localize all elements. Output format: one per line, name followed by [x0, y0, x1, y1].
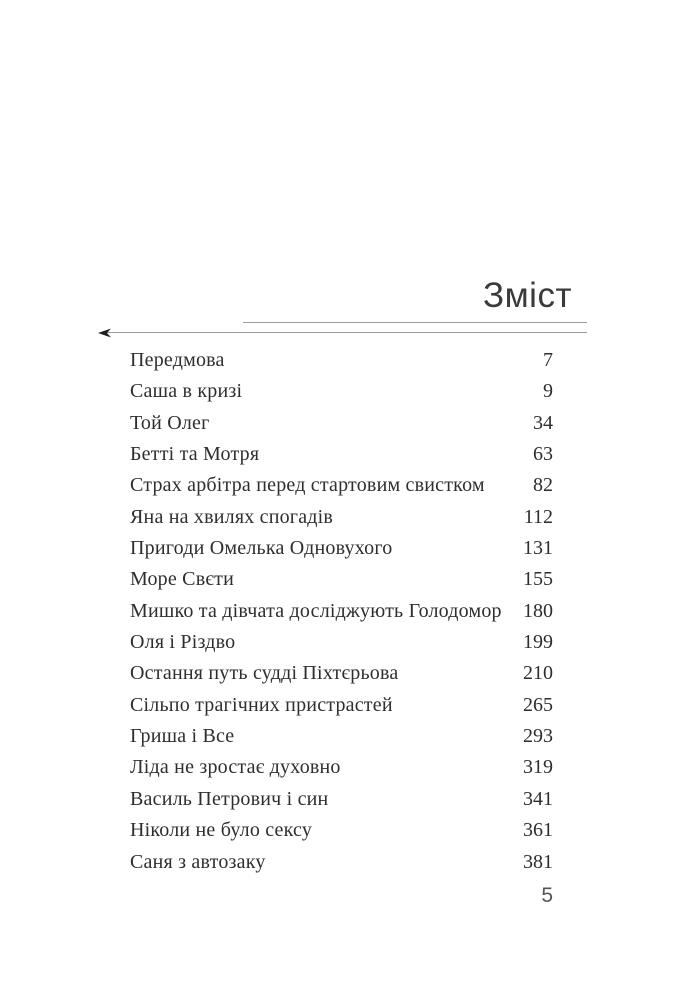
- toc-entry: [130, 379, 553, 410]
- title-rule: [243, 322, 587, 323]
- toc-entry-page: 210: [523, 662, 553, 685]
- arrow-rule: [104, 332, 587, 333]
- toc-entry-page: 180: [523, 599, 553, 622]
- toc-entry-page: 63: [533, 443, 553, 466]
- toc-entry: [130, 787, 553, 818]
- toc-entry-title: Той Олег: [130, 411, 210, 434]
- toc-entry: [130, 630, 553, 661]
- toc-entry-page: 9: [543, 380, 553, 403]
- page-number: 5: [541, 884, 553, 907]
- toc-entry-title: Бетті та Мотря: [130, 443, 260, 466]
- toc-entry-page: 7: [543, 349, 553, 371]
- toc-entry: [130, 599, 553, 630]
- toc-entry: [130, 755, 553, 786]
- toc-entry: [130, 567, 553, 598]
- toc-entry-title: Остання путь судді Піхтєрьова: [130, 662, 399, 685]
- toc-entry-page: 265: [523, 693, 553, 716]
- toc-entry: [130, 505, 553, 536]
- toc-entry-title: Ніколи не було сексу: [130, 819, 313, 842]
- toc-entry-page: 112: [523, 505, 553, 528]
- toc-entry-title: Василь Петрович і син: [130, 787, 329, 810]
- toc-entry: [130, 473, 553, 504]
- toc-entry: [130, 818, 553, 849]
- toc-entry: [130, 411, 553, 442]
- toc-entry: [130, 536, 553, 567]
- toc-entry-title: Передмова: [130, 349, 225, 371]
- toc-entry-page: 82: [533, 474, 553, 497]
- toc-entry-page: 293: [523, 725, 553, 748]
- toc-entry-title: Саша в кризі: [130, 380, 243, 403]
- toc-entry-title: Сільпо трагічних пристрастей: [130, 693, 393, 716]
- toc-entry-page: 361: [523, 819, 553, 842]
- toc-entry: [130, 442, 553, 473]
- toc-entry-title: Яна на хвилях спогадів: [130, 505, 334, 528]
- toc-entry-title: Саня з автозаку: [130, 850, 266, 873]
- page-title: Зміст: [482, 276, 572, 315]
- toc-entry-title: Оля і Різдво: [130, 631, 236, 654]
- toc-entry: [130, 348, 553, 379]
- toc-entry-page: 381: [523, 850, 553, 873]
- toc-entry: [130, 724, 553, 755]
- toc-list: [130, 348, 553, 881]
- toc-entry-title: Гриша і Все: [130, 725, 235, 748]
- toc-entry-title: Мишко та дівчата досліджують Голодомор: [130, 599, 502, 622]
- toc-entry-page: 34: [533, 411, 553, 434]
- toc-entry-title: Ліда не зростає духовно: [130, 756, 341, 779]
- left-arrow-icon: [98, 328, 111, 338]
- toc-entry-title: Море Свєти: [130, 568, 234, 591]
- toc-entry-page: 341: [523, 787, 553, 810]
- toc-entry-page: 131: [523, 537, 553, 560]
- toc-entry-page: 319: [523, 756, 553, 779]
- toc-entry: [130, 661, 553, 692]
- toc-entry-title: Страх арбітра перед стартовим свистком: [130, 474, 485, 497]
- toc-entry-page: 155: [523, 568, 553, 591]
- toc-entry-title: Пригоди Омелька Одновухого: [130, 537, 393, 560]
- toc-entry: [130, 693, 553, 724]
- toc-entry: [130, 850, 553, 881]
- toc-entry-page: 199: [523, 631, 553, 654]
